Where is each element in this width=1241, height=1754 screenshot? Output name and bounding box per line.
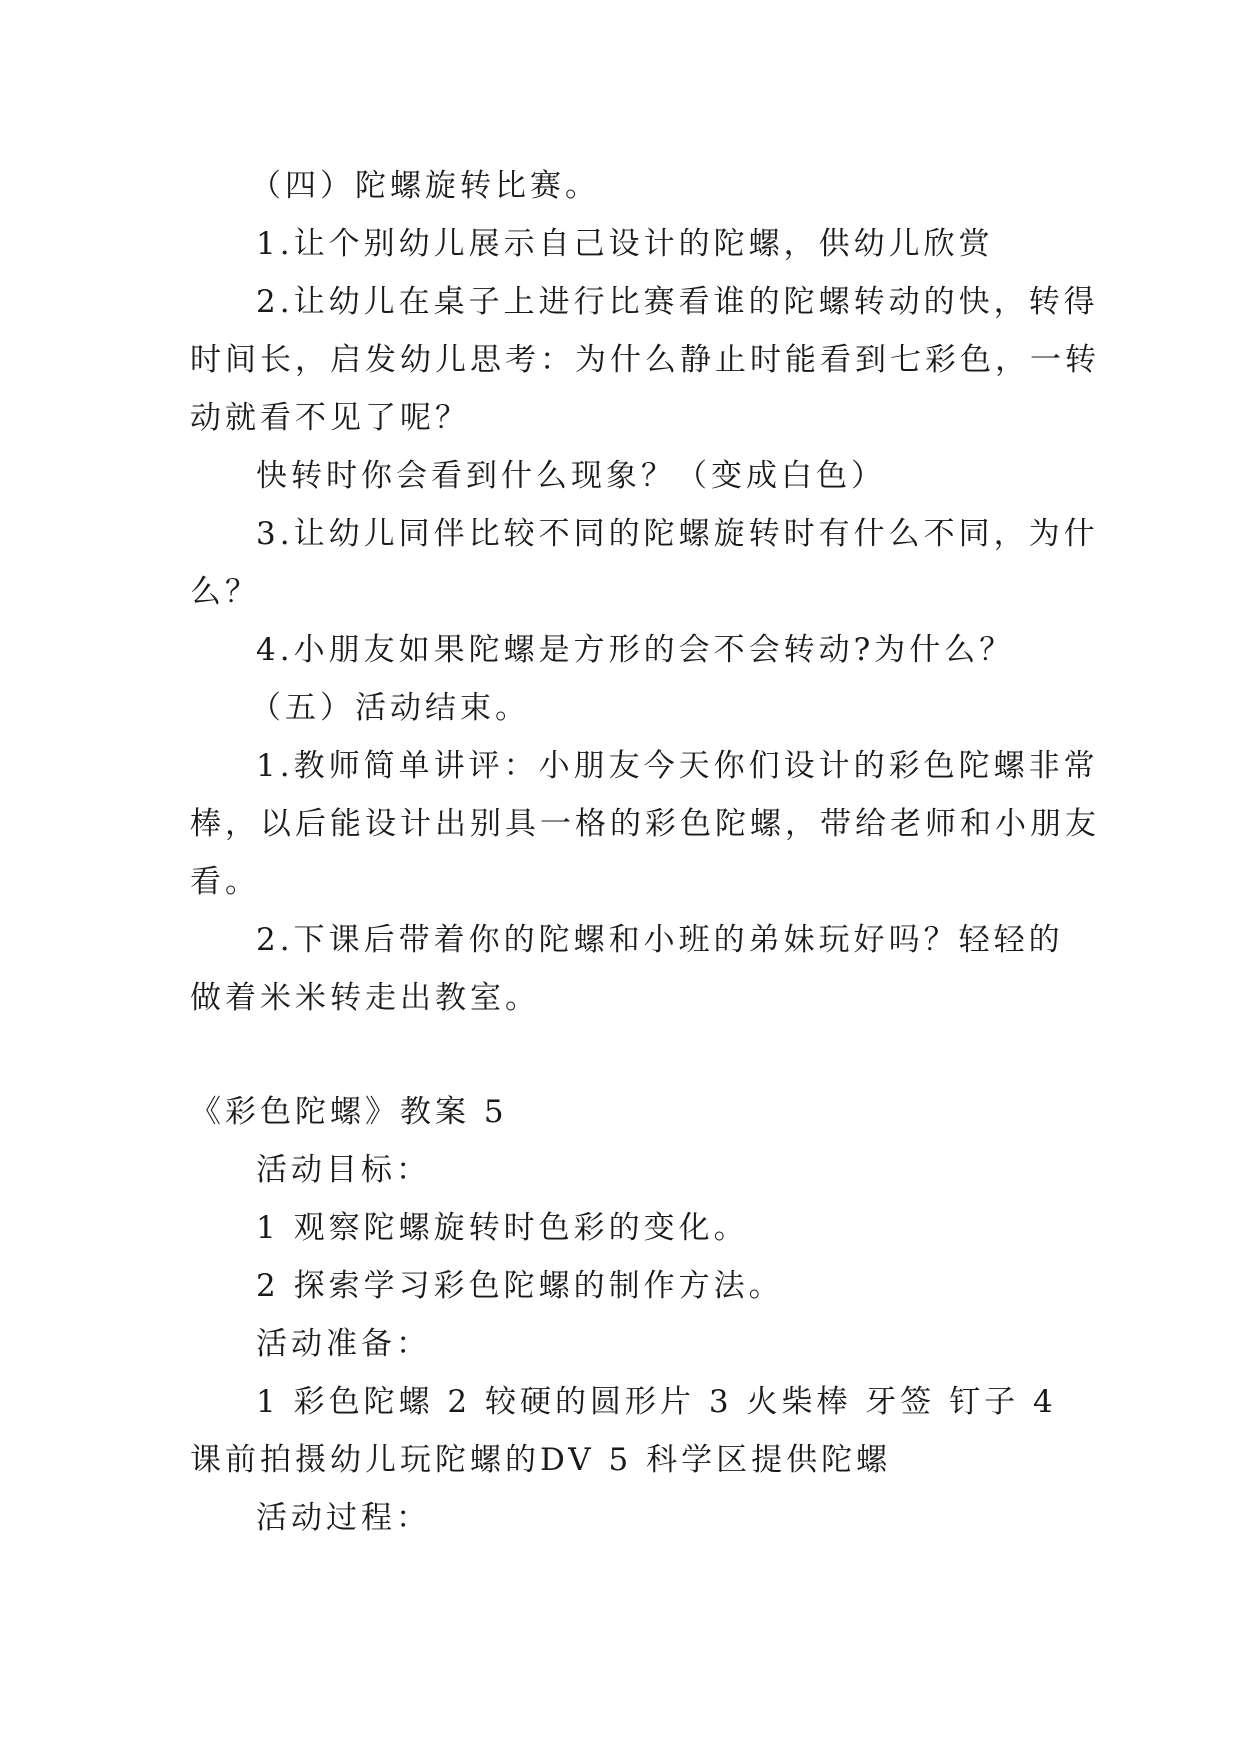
paragraph-line: 1.让个别幼儿展示自己设计的陀螺，供幼儿欣赏 bbox=[256, 226, 994, 262]
list-item: 1 观察陀螺旋转时色彩的变化。 bbox=[256, 1210, 749, 1246]
section-heading-5: （五）活动结束。 bbox=[250, 690, 530, 726]
subheading-preparation: 活动准备： bbox=[256, 1326, 431, 1362]
paragraph-line: 看。 bbox=[190, 864, 260, 900]
paragraph-line: 3.让幼儿同伴比较不同的陀螺旋转时有什么不同，为什 bbox=[256, 516, 1099, 552]
paragraph-line: 做着米米转走出教室。 bbox=[190, 980, 540, 1016]
paragraph-line: 2.下课后带着你的陀螺和小班的弟妹玩好吗？轻轻的 bbox=[256, 922, 1064, 958]
section-heading-4: （四）陀螺旋转比赛。 bbox=[250, 168, 600, 204]
lesson-title: 《彩色陀螺》教案 5 bbox=[190, 1094, 508, 1130]
subheading-goals: 活动目标： bbox=[256, 1152, 431, 1188]
subheading-process: 活动过程： bbox=[256, 1500, 431, 1536]
paragraph-line: 1 彩色陀螺 2 较硬的圆形片 3 火柴棒 牙签 钉子 4 bbox=[256, 1384, 1057, 1420]
paragraph-line: 动就看不见了呢？ bbox=[190, 400, 470, 436]
paragraph-line: 时间长，启发幼儿思考：为什么静止时能看到七彩色，一转 bbox=[190, 342, 1100, 378]
list-item: 2 探索学习彩色陀螺的制作方法。 bbox=[256, 1268, 784, 1304]
paragraph-line: 快转时你会看到什么现象？（变成白色） bbox=[256, 458, 886, 494]
paragraph-line: 1.教师简单讲评：小朋友今天你们设计的彩色陀螺非常 bbox=[256, 748, 1099, 784]
paragraph-line: 课前拍摄幼儿玩陀螺的DV 5 科学区提供陀螺 bbox=[190, 1442, 892, 1478]
paragraph-line: 么？ bbox=[190, 574, 260, 610]
paragraph-line: 2.让幼儿在桌子上进行比赛看谁的陀螺转动的快，转得 bbox=[256, 284, 1099, 320]
paragraph-line: 棒，以后能设计出别具一格的彩色陀螺，带给老师和小朋友 bbox=[190, 806, 1100, 842]
paragraph-line: 4.小朋友如果陀螺是方形的会不会转动?为什么？ bbox=[256, 632, 1015, 668]
